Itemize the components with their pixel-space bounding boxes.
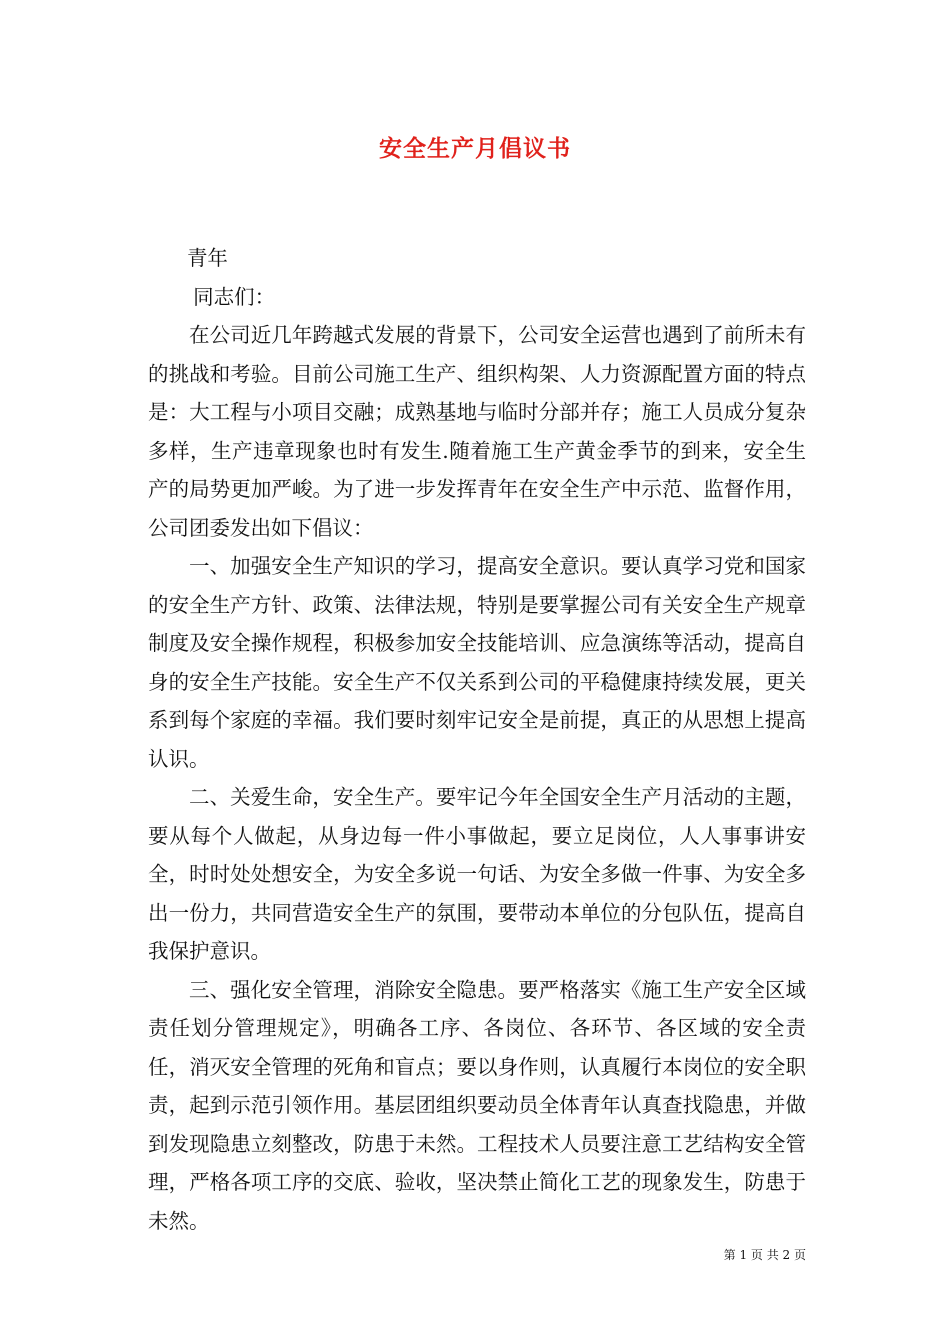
greeting-line-1: 青年 [186, 246, 228, 270]
paragraph-proposal-1: 一、加强安全生产知识的学习，提高安全意识。要认真学习党和国家的安全生产方针、政策、法律法规，特别是要掌握公司有关安全生产规章制度及安全操作规程，积极参加安全技能培训、应急演练等活动，提高自身的安全生产技能。安全生产不仅关系到公司的平稳健康持续发展，更关系到每个家庭的幸福。我们要时刻牢记安全是前提，真正的从思想上提高认识。 [148, 554, 806, 771]
paragraph-intro: 在公司近几年跨越式发展的背景下，公司安全运营也遇到了前所未有的挑战和考验。目前公司施工生产、组织构架、人力资源配置方面的特点是：大工程与小项目交融；成熟基地与临时分部并存；施工人员成分复杂多样，生产违章现象也时有发生.随着施工生产黄金季节的到来，安全生产的局势更加严峻。为了进一步发挥青年在安全生产中示范、监督作用，公司团委发出如下倡议： [148, 323, 806, 540]
page-indicator: 第 1 页 共 2 页 [723, 1248, 806, 1262]
document-title: 安全生产月倡议书 [379, 135, 571, 162]
paragraph-proposal-2: 二、关爱生命，安全生产。要牢记今年全国安全生产月活动的主题，要从每个人做起，从身边每一件小事做起，要立足岗位，人人事事讲安全，时时处处想安全，为安全多说一句话、为安全多做一件事、为安全多出一份力，共同营造安全生产的氛围，要带动本单位的分包队伍，提高自我保护意识。 [148, 785, 806, 963]
document-body [148, 239, 806, 1240]
paragraph-proposal-3: 三、强化安全管理，消除安全隐患。要严格落实《施工生产安全区域责任划分管理规定》，明确各工序、各岗位、各环节、各区域的安全责任，消灭安全管理的死角和盲点；要以身作则，认真履行本岗位的安全职责，起到示范引领作用。基层团组织要动员全体青年认真查找隐患，并做到发现隐患立刻整改，防患于未然。工程技术人员要注意工艺结构安全管理，严格各项工序的交底、验收，坚决禁止简化工艺的现象发生，防患于未然。 [148, 977, 806, 1233]
greeting-line-2: 同志们： [193, 284, 276, 309]
